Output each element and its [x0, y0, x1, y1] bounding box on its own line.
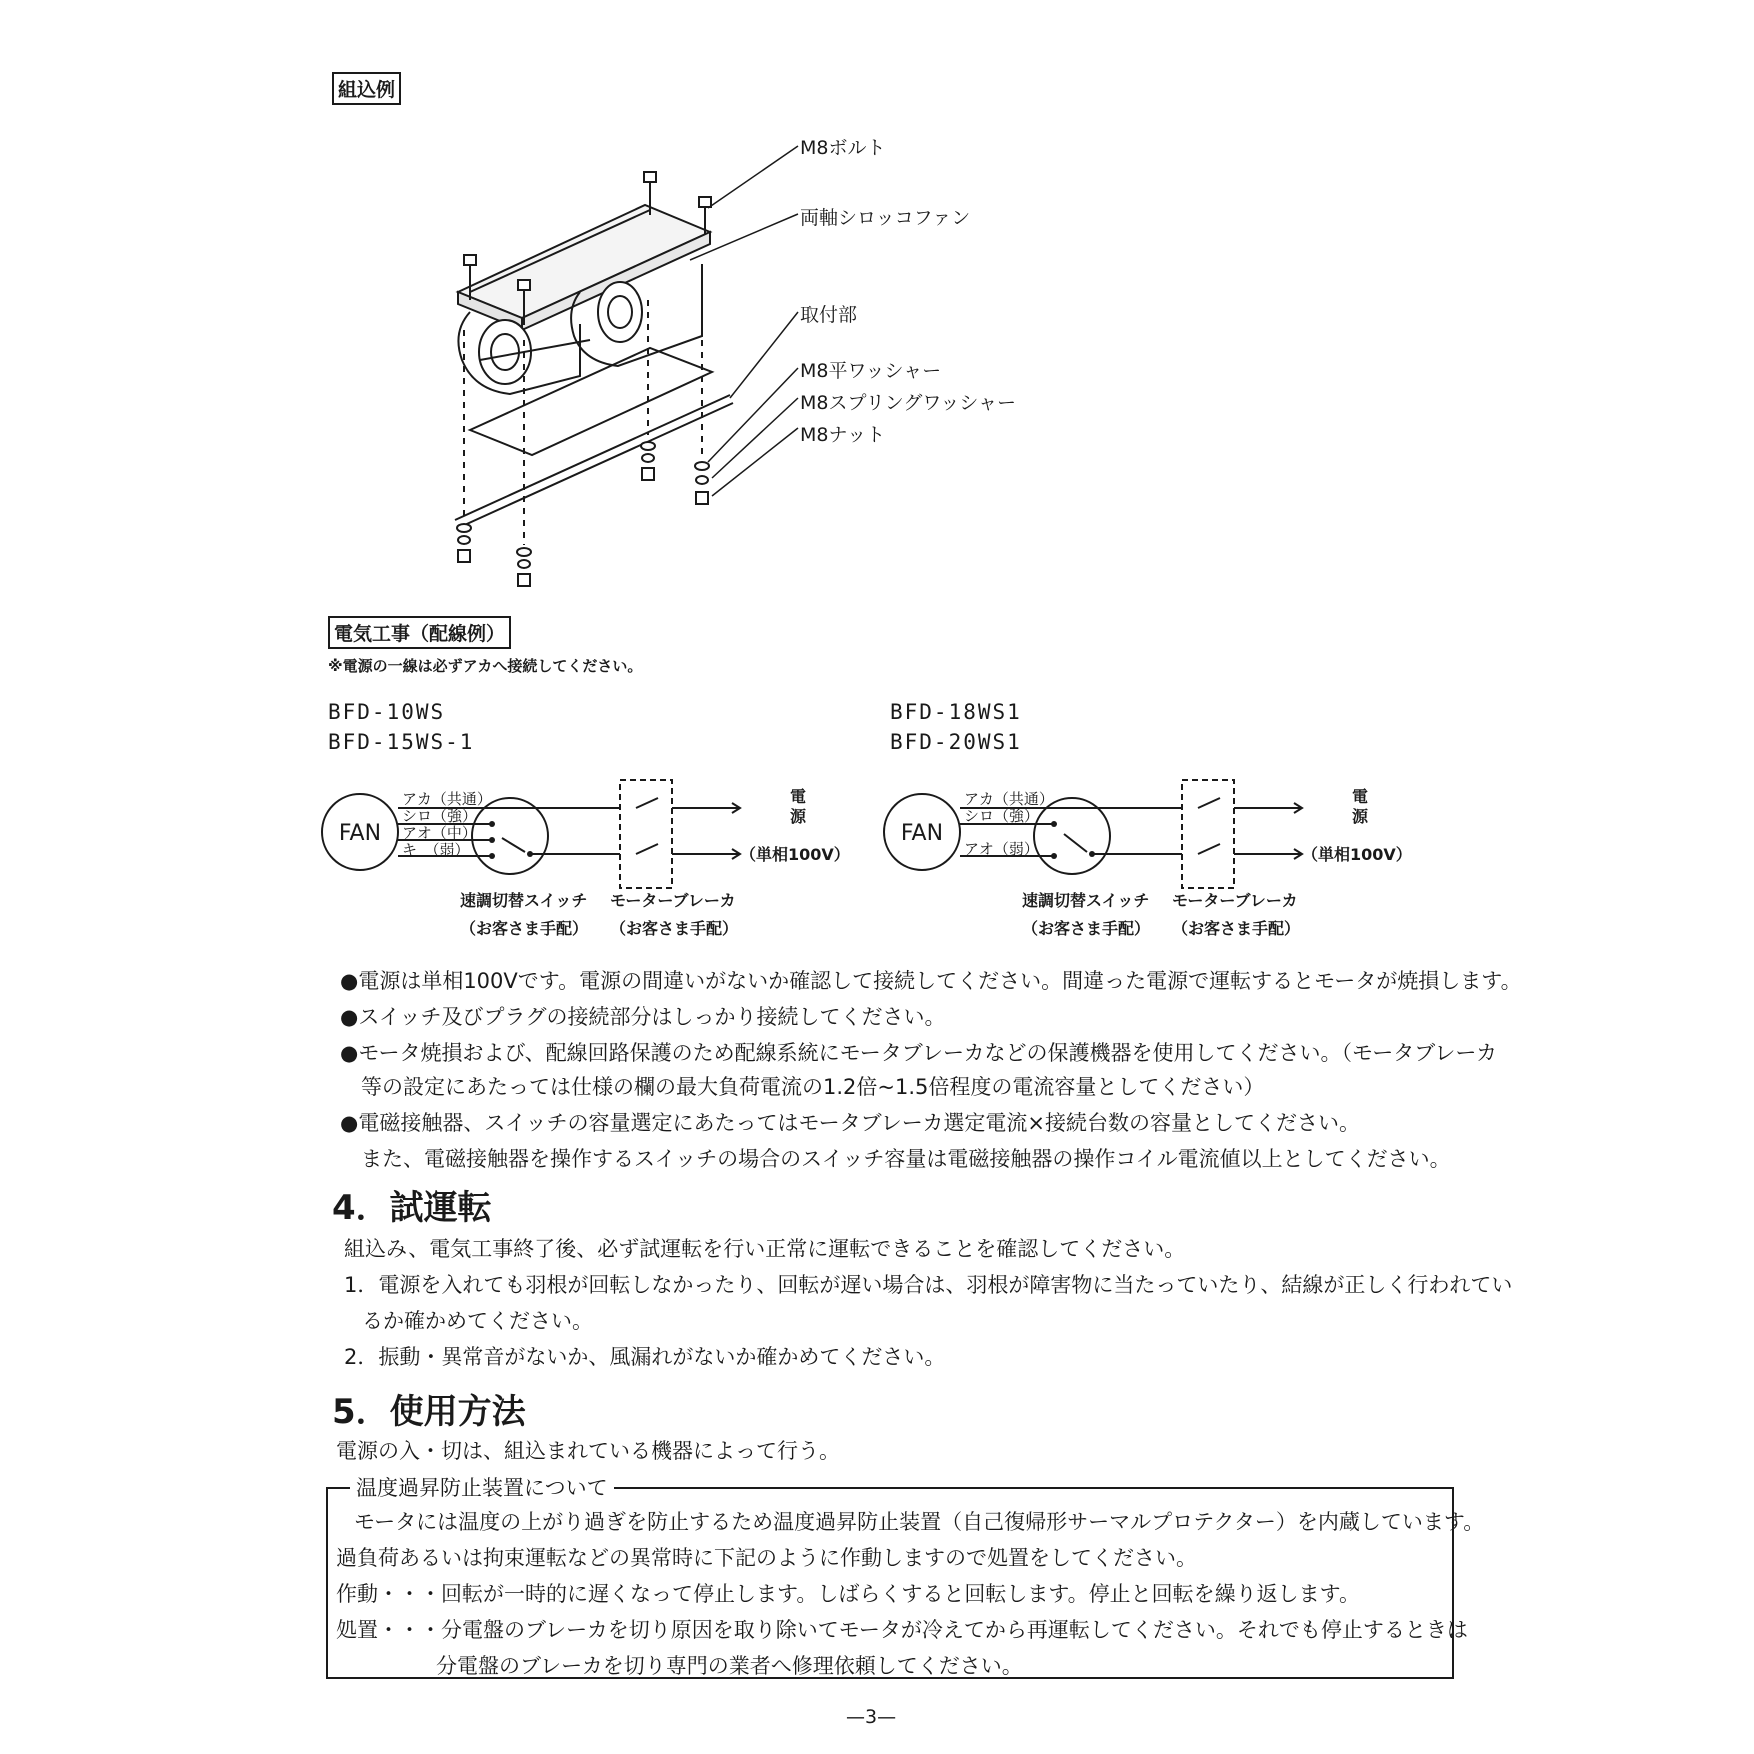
box-line-3: 作動・・・回転が一時的に遅くなって停止します。しばらくすると回転します。停止と回転を繰り返します。: [336, 1582, 1360, 1606]
section4-title: 4．試運転: [332, 1188, 492, 1228]
speed-switch-left: [472, 798, 548, 874]
thermal-protector-title: 温度過昇防止装置について: [350, 1472, 614, 1502]
wire-label-right-2: シロ（強）: [964, 807, 1040, 825]
power-label-left-1: 電: [790, 787, 807, 806]
section4-item1-cont: るか確かめてください。: [362, 1309, 593, 1333]
mounting-plate-drawing: [458, 205, 710, 330]
power-label-right-2: 源: [1352, 807, 1369, 826]
customer-label-right-1: （お客さま手配）: [1022, 919, 1151, 938]
assembly-diagram: [0, 0, 1754, 620]
wire-label-left-1: アカ（共通）: [402, 790, 492, 808]
section4-intro: 組込み、電気工事終了後、必ず試運転を行い正常に運転できることを確認してください。: [344, 1237, 1186, 1261]
breaker-label-left: モーターブレーカ: [610, 891, 736, 910]
left-model-2: BFD-15WS-1: [328, 730, 475, 754]
customer-label-left-1: （お客さま手配）: [460, 919, 589, 938]
box-line-5: 分電盤のブレーカを切り専門の業者へ修理依頼してください。: [436, 1654, 1023, 1678]
fan-label-right: FAN: [900, 821, 944, 846]
section4-item1: 1．電源を入れても羽根が回転しなかったり、回転が遅い場合は、羽根が障害物に当たっていたり、結線が正しく行われてい: [344, 1273, 1513, 1297]
callout-nut: M8ナット: [800, 424, 886, 446]
bullet-1: ●電源は単相100Vです。電源の間違いがないか確認して接続してください。間違った電源で運転するとモータが焼損します。: [340, 969, 1522, 993]
speed-switch-right: [1034, 798, 1110, 874]
wire-label-left-4: キ （弱）: [402, 841, 470, 859]
switch-label-right: 速調切替スイッチ: [1022, 891, 1150, 910]
section5-intro: 電源の入・切は、組込まれている機器によって行う。: [336, 1439, 840, 1463]
motor-breaker-left: [620, 780, 672, 888]
bullet-2: ●スイッチ及びプラグの接続部分はしっかり接続してください。: [340, 1005, 946, 1029]
wiring-diagram-left: [320, 768, 860, 938]
callout-mount: 取付部: [800, 304, 858, 326]
customer-label-right-2: （お客さま手配）: [1172, 919, 1301, 938]
left-model-1: BFD-10WS: [328, 700, 446, 724]
wire-label-right-3: アオ（弱）: [964, 840, 1039, 858]
right-model-1: BFD-18WS1: [890, 700, 1022, 724]
electrical-note: ※電源の一線は必ずアカへ接続してください。: [328, 657, 643, 675]
electrical-section-label: 電気工事（配線例）: [328, 616, 511, 649]
power-spec-right: （単相100V）: [1302, 845, 1412, 864]
box-line-2: 過負荷あるいは拘束運転などの異常時に下記のように作動しますので処置をしてください。: [336, 1546, 1197, 1570]
power-label-left-2: 源: [790, 807, 807, 826]
wiring-diagram-right: [882, 768, 1422, 938]
power-label-right-1: 電: [1352, 787, 1369, 806]
callout-spring-washer: M8スプリングワッシャー: [800, 392, 1017, 414]
wire-label-left-3: アオ（中）: [402, 824, 477, 842]
page-number: —3—: [846, 1706, 897, 1728]
box-line-4: 処置・・・分電盤のブレーカを切り原因を取り除いてモータが冷えてから再運転してください。それでも停止するときは: [336, 1618, 1468, 1642]
right-model-2: BFD-20WS1: [890, 730, 1022, 754]
bullet-4: ●電磁接触器、スイッチの容量選定にあたってはモータブレーカ選定電流×接続台数の容量としてください。: [340, 1111, 1360, 1135]
assembly-section-label: 組込例: [332, 72, 401, 105]
callout-fan: 両軸シロッコファン: [800, 207, 971, 229]
switch-label-left: 速調切替スイッチ: [460, 891, 588, 910]
bullet-4-cont: また、電磁接触器を操作するスイッチの場合のスイッチ容量は電磁接触器の操作コイル電流値以上としてください。: [340, 1147, 1451, 1171]
wire-label-right-1: アカ（共通）: [964, 790, 1054, 808]
section5-title: 5．使用方法: [332, 1392, 526, 1432]
callout-flat-washer: M8平ワッシャー: [800, 360, 942, 382]
bullet-3-cont: 等の設定にあたっては仕様の欄の最大負荷電流の1.2倍~1.5倍程度の電流容量としてください）: [340, 1075, 1265, 1099]
breaker-label-right: モーターブレーカ: [1172, 891, 1298, 910]
wire-label-left-2: シロ（強）: [402, 807, 478, 825]
customer-label-left-2: （お客さま手配）: [610, 919, 739, 938]
fan-label-left: FAN: [338, 821, 382, 846]
motor-breaker-right: [1182, 780, 1234, 888]
bullet-3: ●モータ焼損および、配線回路保護のため配線系統にモータブレーカなどの保護機器を使用してください。（モータブレーカ: [340, 1041, 1497, 1065]
washer-nut-drawings: [457, 442, 709, 586]
callout-bolt: M8ボルト: [800, 137, 886, 159]
box-line-1: モータには温度の上がり過ぎを防止するため温度過昇防止装置（自己復帰形サーマルプロテクター）を内蔵しています。: [354, 1510, 1485, 1534]
section4-item2: 2．振動・異常音がないか、風漏れがないか確かめてください。: [344, 1345, 946, 1369]
power-spec-left: （単相100V）: [740, 845, 850, 864]
